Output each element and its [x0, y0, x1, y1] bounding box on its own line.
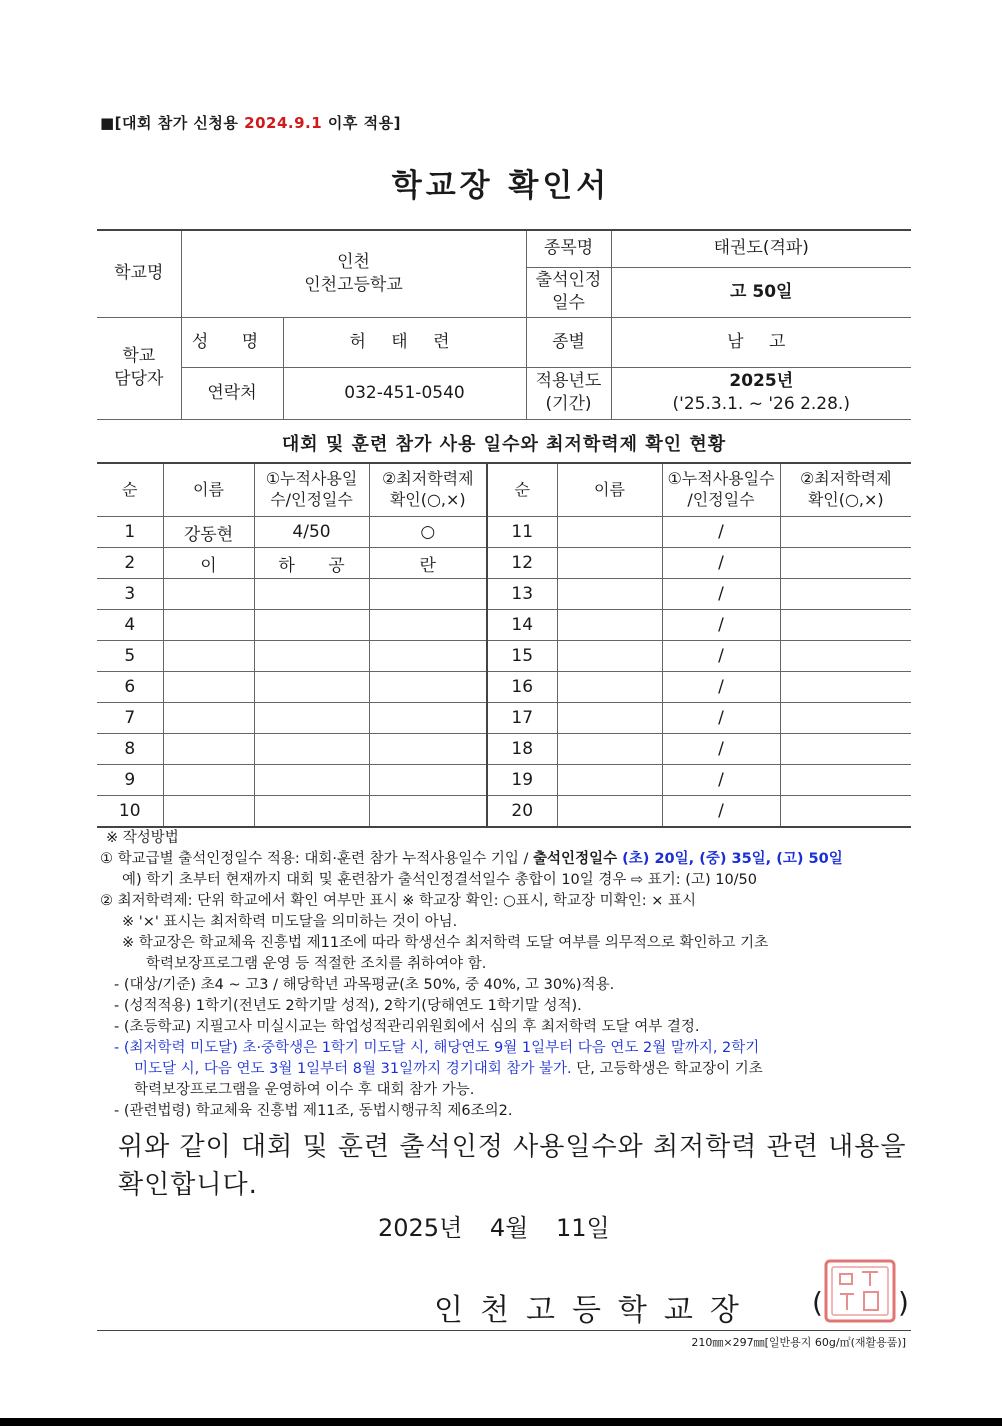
table-row: [97, 703, 911, 734]
student-name: 이: [163, 548, 254, 579]
roster-body: [97, 517, 911, 828]
footer-divider: [97, 1330, 911, 1331]
issue-date: [378, 1208, 610, 1243]
row-number-right: 11: [487, 517, 557, 548]
header-prefix: ■[대회 참가 신청용: [100, 114, 245, 132]
attendance-value: 고 50일: [611, 267, 911, 317]
header-no: 순: [97, 463, 163, 517]
row-number-right: 13: [487, 579, 557, 610]
note-1-label: 출석인정일수: [533, 851, 623, 867]
academic-check-right: [780, 672, 911, 703]
student-name-right: [557, 579, 662, 610]
row-number-right: 19: [487, 765, 557, 796]
student-name: [163, 703, 254, 734]
days-used-right: /: [662, 796, 780, 828]
academic-check: [369, 734, 487, 765]
school-name: 인천고등학교: [304, 274, 403, 295]
days-used: [254, 765, 369, 796]
detail-4-b: 초·중학생은 1학기 미도달 시, 해당연도 9월 1일부터 다음 연도 2월 말까지, 2학기: [242, 1040, 760, 1056]
academic-check: [369, 703, 487, 734]
academic-check-right: [780, 703, 911, 734]
student-name-right: [557, 672, 662, 703]
row-number-right: 16: [487, 672, 557, 703]
row-number: 2: [97, 548, 163, 579]
name-label: 성 명: [181, 317, 283, 367]
student-name: 강동현: [163, 517, 254, 548]
header-note: [100, 112, 401, 133]
note-1-days: (초) 20일, (중) 35일, (고) 50일: [622, 851, 843, 867]
days-used: [254, 610, 369, 641]
school-region: 인천: [337, 251, 370, 272]
days-used: [254, 796, 369, 828]
header-name: 이름: [163, 463, 254, 517]
row-number: 5: [97, 641, 163, 672]
student-name: [163, 579, 254, 610]
period-value: ('25.3.1. ~ '26 2.28.): [672, 394, 850, 414]
row-number: 9: [97, 765, 163, 796]
academic-check-right: [780, 734, 911, 765]
days-used: [254, 579, 369, 610]
contact-value: 032-451-0540: [283, 367, 526, 419]
academic-check: [369, 672, 487, 703]
note-2: ② 최저학력제: 단위 학교에서 확인 여부만 표시 ※ 학교장 확인: ○표시, 학교장 미확인: × 표시: [100, 893, 696, 909]
header-days-right: ①누적사용일수 /인정일수: [662, 463, 780, 517]
student-name: [163, 672, 254, 703]
days-used-right: /: [662, 672, 780, 703]
school-info-table: [97, 229, 911, 420]
row-number-right: 20: [487, 796, 557, 828]
document-title: 학교장 확인서: [391, 168, 611, 204]
detail-4: [100, 1038, 912, 1059]
academic-check-right: [780, 548, 911, 579]
contact-label: 연락처: [181, 367, 283, 419]
days-used-right: /: [662, 517, 780, 548]
seal-paren-close: ): [898, 1286, 909, 1319]
table-row: [97, 548, 911, 579]
school-seal-stamp: [822, 1258, 898, 1324]
header-date: 2024.9.1: [244, 114, 323, 132]
detail-4-a: - (최저학력 미도달): [114, 1040, 243, 1056]
days-used-right: /: [662, 579, 780, 610]
table-row: [97, 641, 911, 672]
notes-heading: ※ 작성방법: [106, 830, 179, 846]
days-used: [254, 672, 369, 703]
date-month: 4월: [489, 1214, 529, 1242]
year-label: 적용년도 (기간): [526, 367, 611, 419]
student-name: [163, 610, 254, 641]
days-used: [254, 703, 369, 734]
note-1-example: 예) 학기 초부터 현재까지 대회 및 훈련참가 출석인정결석일수 총합이 10일 경우 ⇨ 표기: (고) 10/50: [122, 872, 758, 888]
days-used-right: /: [662, 734, 780, 765]
student-name: [163, 765, 254, 796]
bottom-bar: [0, 1418, 1002, 1426]
days-used-right: /: [662, 765, 780, 796]
category-value: 남 고: [611, 317, 911, 367]
note-1-text: ① 학교급별 출석인정일수 적용: 대회·훈련 참가 누적사용일수 기입 /: [100, 851, 534, 867]
student-name-right: [557, 703, 662, 734]
school-name-cell: [181, 230, 526, 317]
days-used-right: /: [662, 641, 780, 672]
table-row: [97, 579, 911, 610]
row-number-right: 12: [487, 548, 557, 579]
detail-4-c: 미도달 시, 다음 연도 3월 1일부터 8월 31일까지 경기대회 참가 불가.: [134, 1061, 572, 1077]
staff-label: 학교 담당자: [97, 317, 181, 419]
days-used-right: /: [662, 610, 780, 641]
academic-check: [369, 765, 487, 796]
student-name-right: [557, 765, 662, 796]
date-day: 11일: [556, 1214, 610, 1242]
academic-check: [369, 579, 487, 610]
table-row: [97, 765, 911, 796]
days-used-right: /: [662, 548, 780, 579]
academic-check-right: [780, 796, 911, 828]
header-check: ②최저학력제 확인(○,×): [369, 463, 487, 517]
days-used: [254, 641, 369, 672]
student-name-right: [557, 796, 662, 828]
academic-check-right: [780, 765, 911, 796]
days-used: 하 공: [254, 548, 369, 579]
academic-check: 란: [369, 548, 487, 579]
header-check-right: ②최저학력제 확인(○,×): [780, 463, 911, 517]
academic-check: [369, 641, 487, 672]
academic-check: ○: [369, 517, 487, 548]
student-name-right: [557, 641, 662, 672]
row-number: 1: [97, 517, 163, 548]
academic-check-right: [780, 517, 911, 548]
date-year: 2025년: [378, 1214, 463, 1242]
row-number: 8: [97, 734, 163, 765]
seal-paren-open: (: [812, 1286, 823, 1319]
row-number-right: 15: [487, 641, 557, 672]
school-label: 학교명: [97, 230, 181, 317]
detail-4-d: 단, 고등학생은 학교장이 기초: [571, 1061, 763, 1077]
detail-4-cont: [100, 1059, 912, 1080]
name-value: 허 태 련: [283, 317, 526, 367]
academic-check: [369, 610, 487, 641]
academic-check-right: [780, 579, 911, 610]
event-label: 종목명: [526, 230, 611, 267]
detail-4-e: 학력보장프로그램을 운영하여 이수 후 대회 참가 가능.: [134, 1082, 475, 1098]
header-name-right: 이름: [557, 463, 662, 517]
event-value: 태권도(격파): [611, 230, 911, 267]
row-number: 4: [97, 610, 163, 641]
row-number: 10: [97, 796, 163, 828]
section-title: 대회 및 훈련 참가 사용 일수와 최저학력제 확인 현황: [281, 434, 727, 455]
year-cell: [611, 367, 911, 419]
row-number-right: 18: [487, 734, 557, 765]
detail-3: - (초등학교) 지필고사 미실시교는 학업성적관리위원회에서 심의 후 최저학력 도달 여부 결정.: [114, 1019, 700, 1035]
student-name: [163, 796, 254, 828]
student-name-right: [557, 548, 662, 579]
row-number-right: 14: [487, 610, 557, 641]
instructions: [100, 828, 912, 1122]
days-used: [254, 734, 369, 765]
note-1: [100, 849, 912, 870]
academic-check-right: [780, 610, 911, 641]
year-value: 2025년: [729, 371, 794, 392]
header-days: ①누적사용일 수/인정일수: [254, 463, 369, 517]
row-number: 6: [97, 672, 163, 703]
roster-table: [97, 462, 911, 828]
roster-header-row: [97, 463, 911, 517]
student-name-right: [557, 734, 662, 765]
category-label: 종별: [526, 317, 611, 367]
note-2-a: ※ '×' 표시는 최저학력 미도달을 의미하는 것이 아님.: [122, 914, 458, 930]
table-row: [97, 517, 911, 548]
days-used: 4/50: [254, 517, 369, 548]
header-no-right: 순: [487, 463, 557, 517]
student-name-right: [557, 610, 662, 641]
note-2-b2: 학력보장프로그램 운영 등 적절한 조치를 취하여야 함.: [146, 956, 487, 972]
row-number-right: 17: [487, 703, 557, 734]
paper-spec: 210㎜×297㎜[일반용지 60g/㎡(재활용품)]: [691, 1336, 906, 1349]
confirmation-text: 위와 같이 대회 및 훈련 출석인정 사용일수와 최저학력 관련 내용을 확인합니다.: [118, 1132, 907, 1200]
detail-2: - (성적적용) 1학기(전년도 2학기말 성적), 2학기(당해연도 1학기말 성적).: [114, 998, 582, 1014]
detail-1: - (대상/기준) 초4 ~ 고3 / 해당학년 과목평균(초 50%, 중 40%, 고 30%)적용.: [114, 977, 615, 993]
header-suffix: 이후 적용]: [322, 114, 401, 132]
row-number: 7: [97, 703, 163, 734]
table-row: [97, 672, 911, 703]
table-row: [97, 796, 911, 828]
detail-5: - (관련법령) 학교체육 진흥법 제11조, 동법시행규칙 제6조의2.: [114, 1103, 513, 1119]
table-row: [97, 734, 911, 765]
row-number: 3: [97, 579, 163, 610]
student-name: [163, 734, 254, 765]
attendance-label: 출석인정 일수: [526, 267, 611, 317]
principal-signature: 인천고등학교장: [434, 1293, 756, 1328]
days-used-right: /: [662, 703, 780, 734]
academic-check: [369, 796, 487, 828]
academic-check-right: [780, 641, 911, 672]
note-2-b1: ※ 학교장은 학교체육 진흥법 제11조에 따라 학생선수 최저학력 도달 여부를 의무적으로 확인하고 기초: [122, 935, 769, 951]
student-name: [163, 641, 254, 672]
table-row: [97, 610, 911, 641]
student-name-right: [557, 517, 662, 548]
